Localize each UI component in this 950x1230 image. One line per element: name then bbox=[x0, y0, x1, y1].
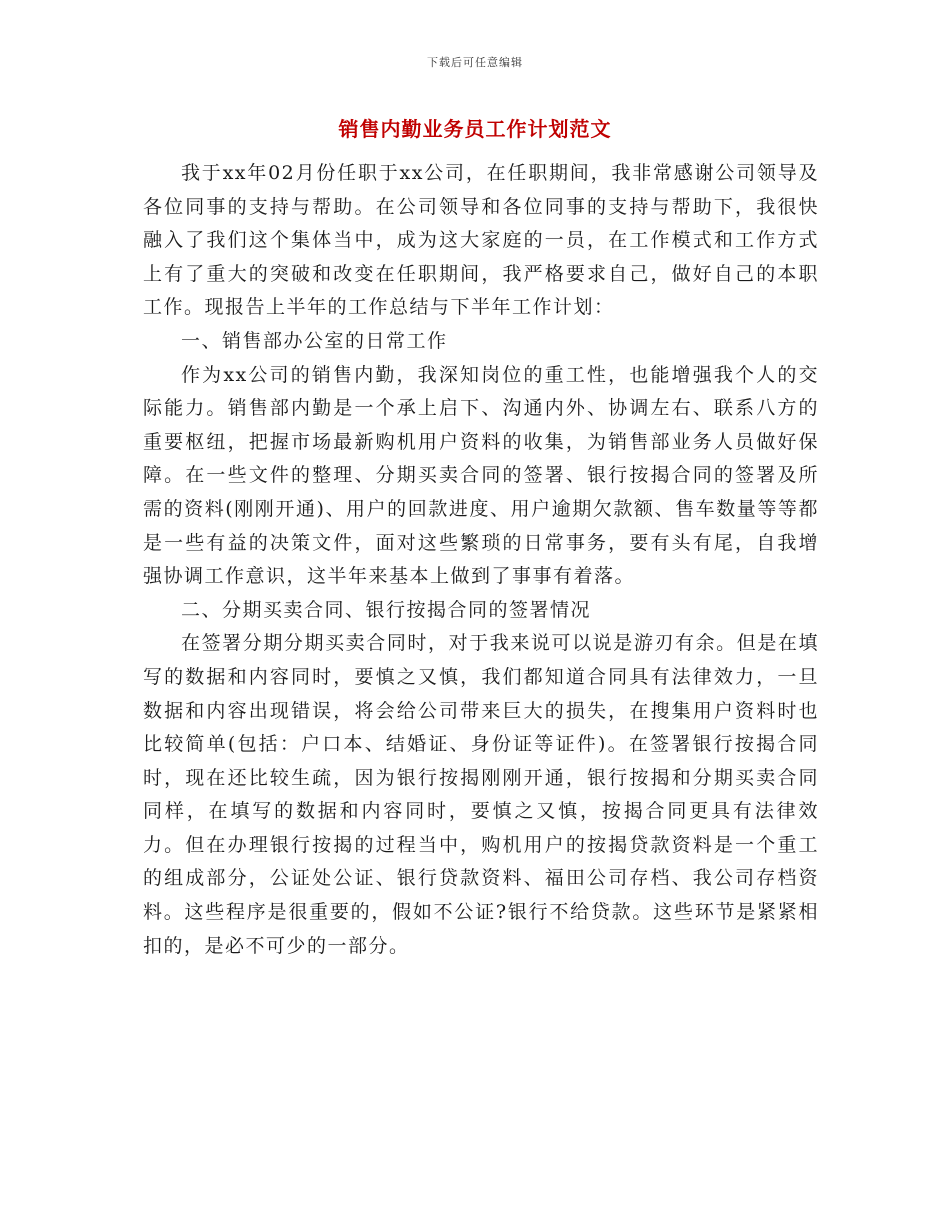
contracts-paragraph: 在签署分期分期买卖合同时，对于我来说可以说是游刃有余。但是在填写的数据和内容同时，要慎之又慎，我们都知道合同具有法律效力，一旦数据和内容出现错误，将会给公司带来巨大的损失，在搜集用户资料时也比较简单(包括：户口本、结婚证、身份证等证件)。在签署银行按揭合同时，现在还比较生疏，因为银行按揭刚刚开通，银行按揭和分期买卖合同同样，在填写的数据和内容同时，要慎之又慎，按揭合同更具有法律效力。但在办理银行按揭的过程当中，购机用户的按揭贷款资料是一个重工的组成部分，公证处公证、银行贷款资料、福田公司存档、我公司存档资料。这些程序是很重要的，假如不公证?银行不给贷款。这些环节是紧紧相扣的，是必不可少的一部分。 bbox=[143, 632, 819, 957]
document-title: 销售内勤业务员工作计划范文 bbox=[338, 117, 612, 141]
daily-work-paragraph: 作为xx公司的销售内勤，我深知岗位的重工性，也能增强我个人的交际能力。销售部内勤是一个承上启下、沟通内外、协调左右、联系八方的重要枢纽，把握市场最新购机用户资料的收集，为销售部业务人员做好保障。在一些文件的整理、分期买卖合同的签署、银行按揭合同的签署及所需的资料(刚刚开通)、用户的回款进度、用户逾期欠款额、售车数量等等都是一些有益的决策文件，面对这些繁琐的日常事务，要有头有尾，自我增强协调工作意识，这半年来基本上做到了事事有着落。 bbox=[143, 363, 819, 588]
page-header: 下载后可任意编辑 bbox=[427, 56, 523, 69]
intro-paragraph: 我于xx年02月份任职于xx公司，在任职期间，我非常感谢公司领导及各位同事的支持与帮助。在公司领导和各位同事的支持与帮助下，我很快融入了我们这个集体当中，成为这大家庭的一员，在工作模式和工作方式上有了重大的突破和改变在任职期间，我严格要求自己，做好自己的本职工作。现报告上半年的工作总结与下半年工作计划： bbox=[143, 162, 819, 319]
section-heading-contracts: 二、分期买卖合同、银行按揭合同的签署情况 bbox=[181, 598, 592, 621]
document-body bbox=[143, 157, 819, 963]
section-heading-daily-work: 一、销售部办公室的日常工作 bbox=[181, 329, 448, 352]
